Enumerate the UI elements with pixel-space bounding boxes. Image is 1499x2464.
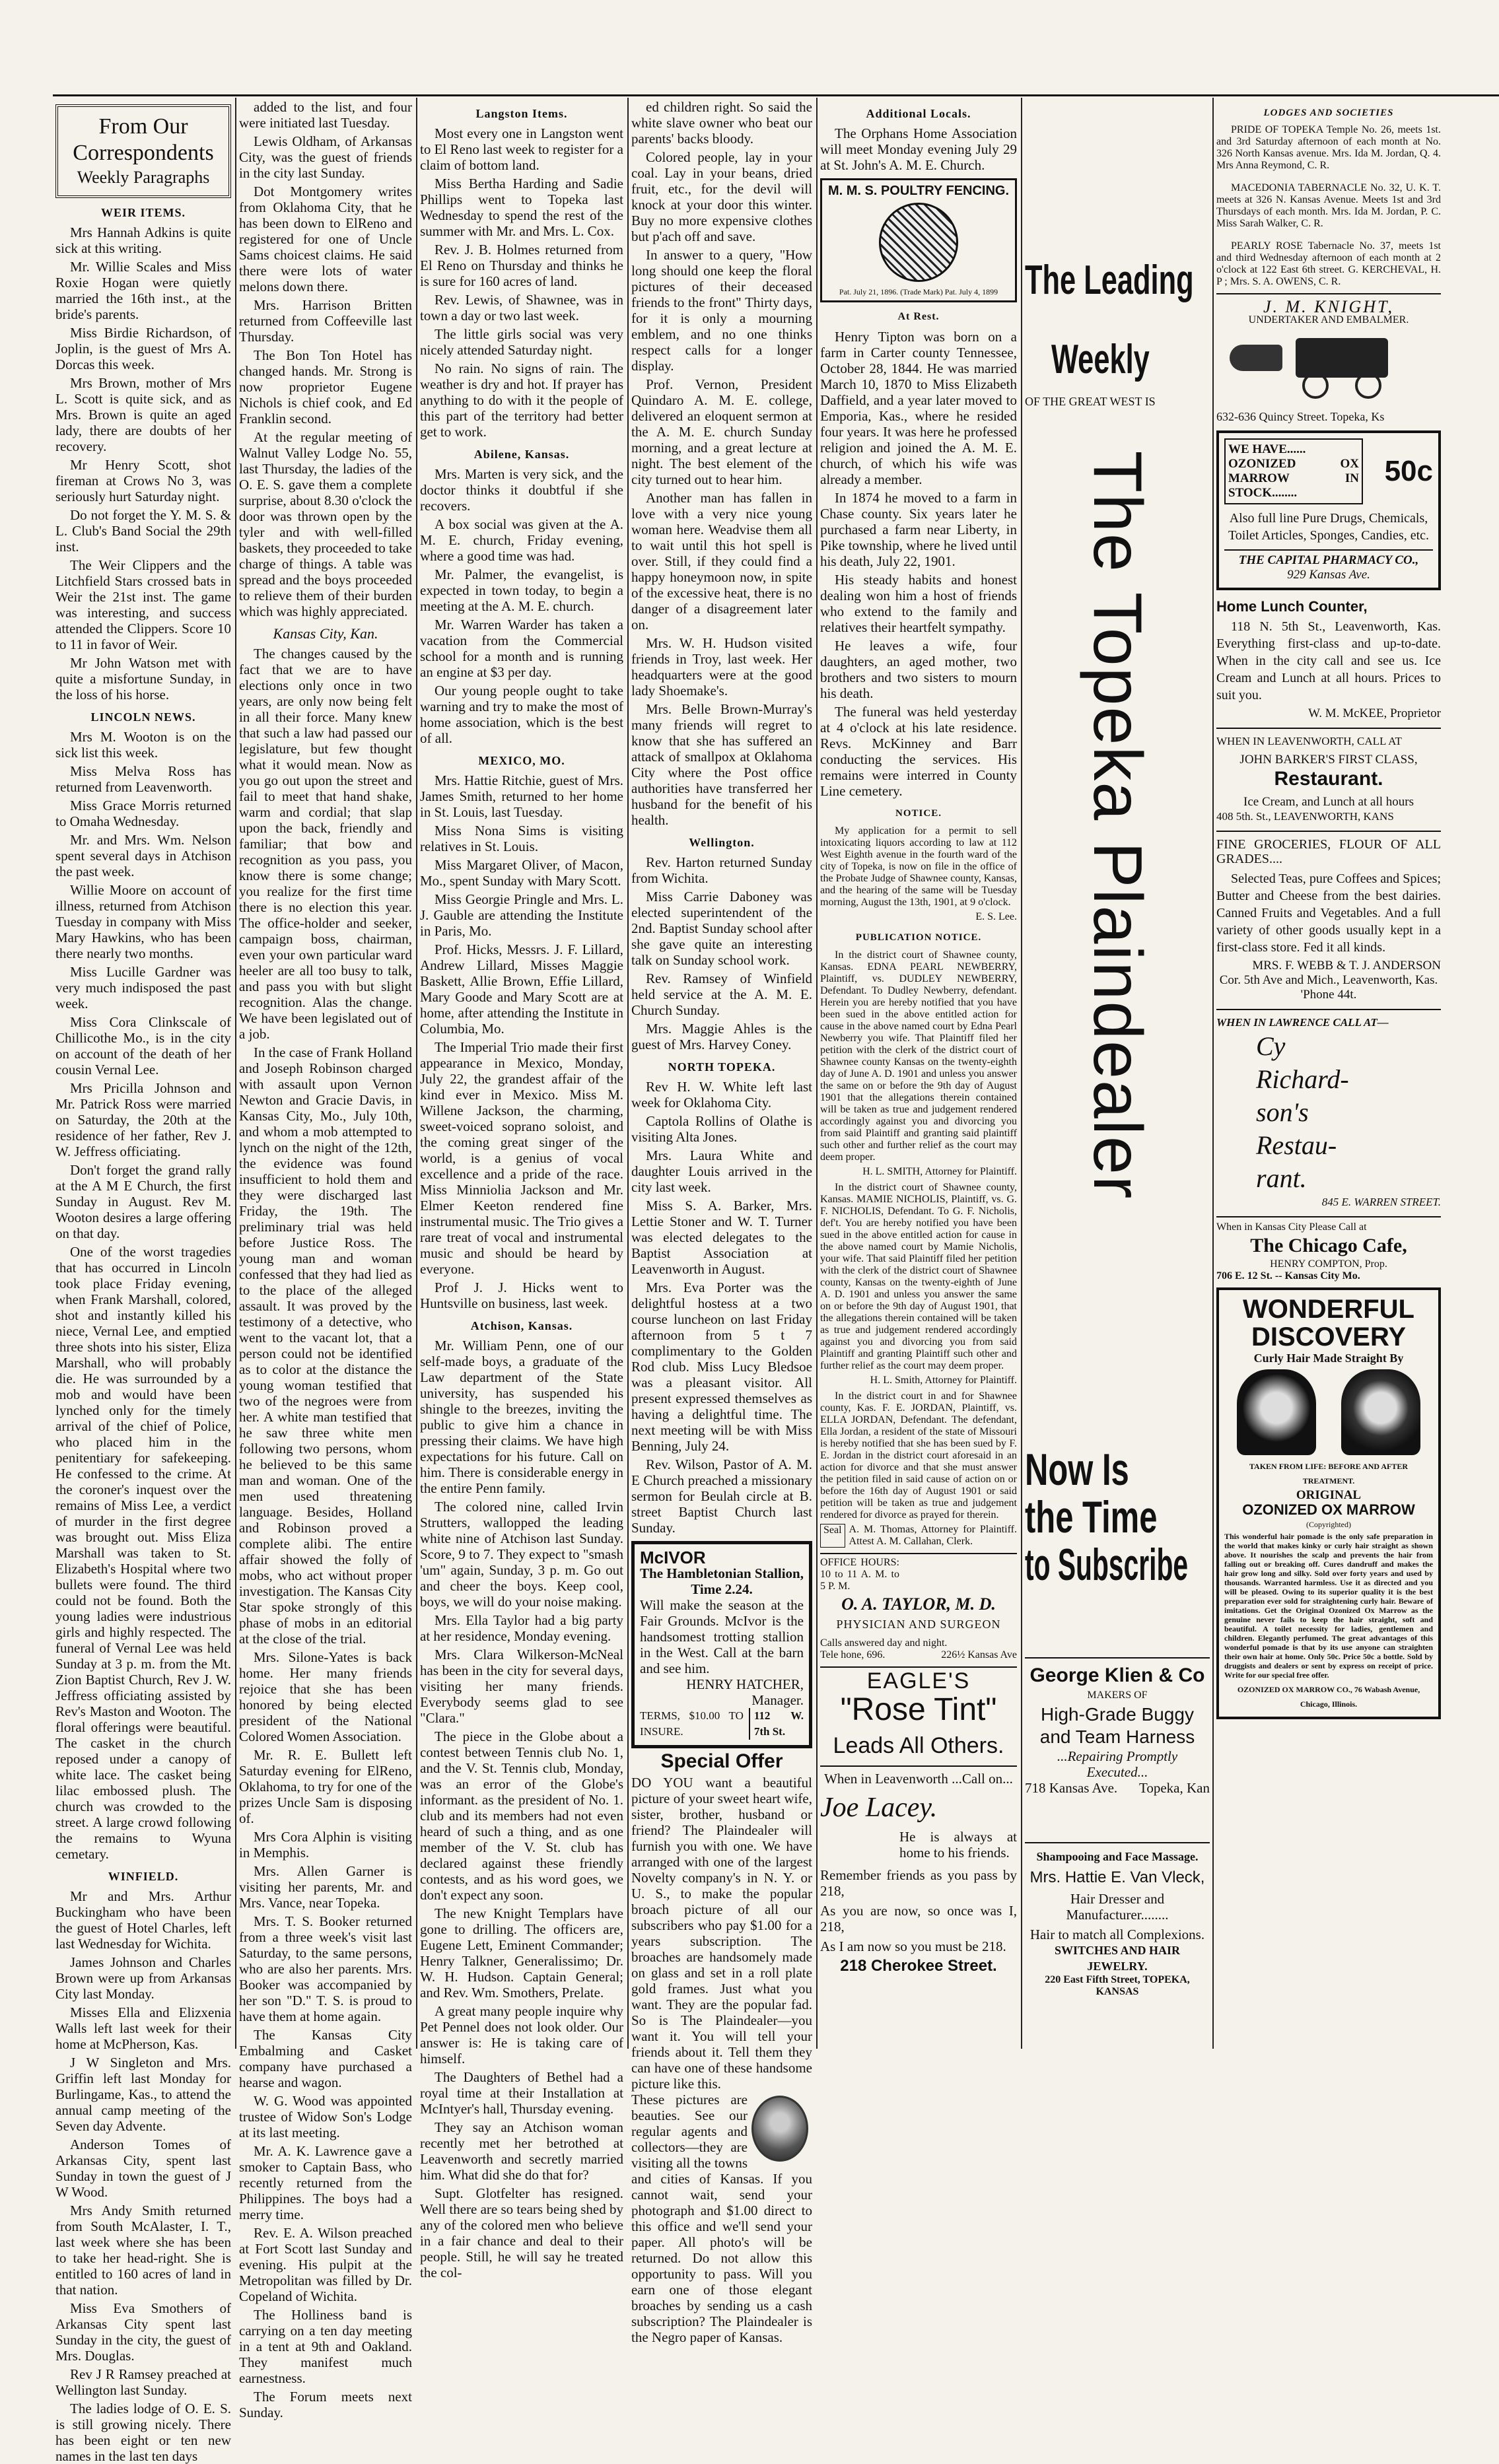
copyright-label: (Copyrighted) — [1306, 1520, 1351, 1529]
abilene-list — [420, 466, 623, 746]
paragraph: Prof. Hicks, Messrs. J. F. Lillard, Andrew Lillard, Misses Maggie Baskett, Allie Brown, Effie Lillard, Mary Goode and Mary Scott are at home, after attending the Institute in Columbia, Mo. — [420, 941, 623, 1037]
paragraph: Mrs. Ella Taylor had a big party at her residence, Monday evening. — [420, 1612, 623, 1644]
paragraph: The Daughters of Bethel had a royal time at their Installation at McIntyer's hall, Thursday evening. — [420, 2069, 623, 2117]
joe-lacey-name: Joe Lacey. — [820, 1793, 938, 1823]
cy-line-2: Richard- — [1256, 1064, 1349, 1094]
paragraph: Don't forget the grand rally at the A M E Church, the first Sunday in August. Rev M. Wooton desires a large offering on that day. — [55, 1162, 231, 1241]
lincoln-heading: LINCOLN NEWS. — [90, 710, 196, 724]
publication-2: In the district court of Shawnee county, Kansas. MAMIE NICHOLIS, Plaintiff, vs. G. F. NICHOLIS, Defendant. To G. F. Nicholis, def't. You are hereby notified you have been sued in the above entitled action for cause in the above named court by Mamie Nicholis, your wife. That said Plaintiff filed her petition with the clerk of the district court of Shawnee county, Kansas on the twenty-eighth of June A. D. 1901 and unless you answer the same on or before the 9th day of August 1901, that the allegations therein contained will be taken as true and judgement rendered accordingly against you and divorcing you from said Plaintiff and granting Plaintiff such other and further relief as the court may deem proper. — [820, 1182, 1017, 1371]
paragraph: Mrs Brown, mother of Mrs L. Scott is quite sick, and as Mrs. Brown is quite an aged lady, there are doubts of her recovery. — [55, 375, 231, 454]
kc-call: When in Kansas City Please Call at — [1216, 1221, 1367, 1233]
cy-address: 845 E. WARREN STREET. — [1321, 1196, 1441, 1208]
paragraph: Rev. Ramsey of Winfield held service at the A. M. E. Church Sunday. — [631, 971, 812, 1018]
publication-3: In the district court in and for Shawnee county, Kas. F. E. JORDAN, Plaintiff, vs. ELLA JORDAN, Defendant. The defendant, Ella Jordan, a resident of the state of Missouri is hereby notified that she has been sued by F. E. Jordan in the district court aforesaid in an action for divorce and that she must answer the petition filed in said cause of action on or before the 16th day of August 1901 or said petition will be taken as true and judgement rendered for divorce as prayed for therein. — [820, 1390, 1017, 1521]
paragraph: Miss Margaret Oliver, of Macon, Mo., spent Sunday with Mary Scott. — [420, 857, 623, 889]
chicago-cafe-address: 706 E. 12 St. -- Kansas City Mo. — [1216, 1270, 1360, 1282]
col2-list — [239, 99, 412, 619]
webb-names: MRS. F. WEBB & T. J. ANDERSON — [1252, 959, 1441, 973]
paragraph: Mrs. Hattie Ritchie, guest of Mrs. James Smith, returned to her home in St. Louis, last Tuesday. — [420, 772, 623, 820]
paragraph: Rev. Wilson, Pastor of A. M. E Church preached a missionary sermon for Beulah circle at B. street Baptist Church last Sunday. — [631, 1456, 812, 1536]
rose-tint-ad — [820, 1666, 1017, 1760]
lunch-counter-heading: Home Lunch Counter, — [1216, 598, 1368, 615]
wellington-heading: Wellington. — [689, 836, 755, 849]
notice-sign: E. S. Lee. — [975, 911, 1017, 922]
special-offer-body: DO YOU want a beautiful picture of your sweet heart wife, sister, brother, husband or friend? The Plaindealer will furnish you with one. We have arranged with one of the largest Novelty company's in N. Y. or U. S., to make the popular broach picture of all our subscribers who pay $1.00 for a years subscription. The broaches are handsomely made on glass and set in a roll plate gold frames. Just what you want. They are the popular fad. So is The Plaindealer—you want it. You will tell your friends about it. Tell them they can have one of these handsome picture like this. — [631, 1775, 812, 2092]
groceries-heading: FINE GROCERIES, FLOUR OF ALL GRADES.... — [1216, 837, 1441, 866]
column-6 — [1025, 99, 1210, 2047]
switches-line: SWITCHES AND HAIR JEWELRY. — [1054, 1944, 1181, 1973]
mcivor-ad — [631, 1541, 812, 1748]
paragraph: Rev. E. A. Wilson preached at Fort Scott last Sunday and evening. His pulpit at the Metropolitan was filled by Dr. Copeland of Wichita. — [239, 2225, 412, 2304]
paragraph: Miss S. A. Barker, Mrs. Lettie Stoner and W. T. Turner was elected delegates to the Baptist Association at Leavenworth in August. — [631, 1198, 812, 1277]
ox-marrow-price: 50c — [1384, 455, 1433, 487]
paragraph: Mrs Cora Alphin is visiting in Memphis. — [239, 1829, 412, 1861]
paragraph: Mr. Palmer, the evangelist, is expected in town today, to begin a meeting at the A. M. E. church. — [420, 566, 623, 614]
paragraph: Rev H. W. White left last week for Oklahoma City. — [631, 1079, 812, 1111]
paragraph: Our young people ought to take warning and try to make the most of home association, which is the best of all. — [420, 683, 623, 746]
paragraph: Mrs. Allen Garner is visiting her parents, Mr. and Mrs. Vance, near Topeka. — [239, 1863, 412, 1911]
vleck-address: 220 East Fifth Street, TOPEKA, KANSAS — [1045, 1974, 1190, 1997]
paragraph: W. G. Wood was appointed trustee of Widow Son's Lodge at its last meeting. — [239, 2093, 412, 2140]
leavenworth-call: When in Leavenworth ...Call on... — [824, 1771, 1013, 1787]
paragraph: ed children right. So said the white slave owner who beat our parents' backs bloody. — [631, 99, 812, 147]
fencing-caption: Pat. July 21, 1896. (Trade Mark) Pat. July 4, 1899 — [839, 287, 998, 296]
portrait-before-icon — [1237, 1369, 1316, 1455]
mcivor-body: Will make the season at the Fair Grounds. McIvor is the handsomest trotting stallion in the West. Call at the barn and see him. — [640, 1597, 804, 1676]
notice-body: My application for a permit to sell intoxicating liquors according to law at 112 West Eighth avenue in the fourth ward of the city of Topeka, is now on file in the office of the Probate Judge of Shawnee county, Kansas, and the hearing of the same will be Tuesday morning, August the 13th, 1901, at 9 o'clock. — [820, 825, 1017, 908]
office-hours: OFFICE HOURS: 10 to 11 A. M. to 5 P. M. — [820, 1557, 899, 1592]
cy-line-1: Cy — [1256, 1031, 1286, 1061]
column-7 — [1216, 99, 1441, 2047]
knight-ad — [1216, 293, 1441, 424]
hearse-carriage-icon — [1216, 331, 1441, 404]
paragraph: His steady habits and honest dealing won him a host of friends who extend to the family and relatives their heartfelt sympathy. — [820, 572, 1017, 635]
langston-list — [420, 125, 623, 440]
leading-title: The Leading — [1025, 257, 1194, 303]
abilene-heading: Abilene, Kansas. — [473, 448, 570, 461]
paragraph: Henry Tipton was born on a farm in Carter county Tennessee, October 28, 1844. He was married March 10, 1870 to Miss Elizabeth Daffield, and a year later moved to Emporia, Kas., where he resided four years. It was here he professed religion and joined the A. M. E. church, of which his wife was already a member. — [820, 329, 1017, 487]
column-4 — [631, 99, 812, 2345]
vleck-name: Mrs. Hattie E. Van Vleck, — [1029, 1868, 1205, 1886]
paragraph: Mrs. Belle Brown-Murray's many friends will regret to know that she has suffered an attack of smallpox at Oklahoma City where the Post office authorities have transferred her husband for the benefit of his health. — [631, 701, 812, 828]
at-rest-heading: At Rest. — [897, 311, 940, 322]
winfield-list — [55, 1888, 231, 2464]
special-offer-body-2: These pictures are beauties. See our regular agents and collectors—they are visiting all the towns and cities of Kansas. If you cannot wait, send your photograph and $1.00 direct to this office and we'll send your paper. All photo's will be returned. Do not allow this opportunity to pass. Will you earn one of those elegant broaches by sending us a cash subscription? The Plaindealer is the Negro paper of Kansas. — [631, 2092, 812, 2345]
atchison-list — [420, 1338, 623, 2280]
paragraph: Miss Georgie Pringle and Mrs. L. J. Gauble are attending the Institute in Paris, Mo. — [420, 891, 623, 939]
pharmacy-name: THE CAPITAL PHARMACY CO., — [1224, 549, 1433, 568]
paragraph: Miss Birdie Richardson, of Joplin, is the guest of Mrs A. Dorcas this week. — [55, 325, 231, 372]
fencing-title: M. M. S. POULTRY FENCING. — [827, 184, 1010, 198]
lawrence-call: WHEN IN LAWRENCE CALL AT— — [1216, 1016, 1389, 1029]
paragraph: Miss Eva Smothers of Arkansas City spent last Sunday in the city, the guest of Mrs. Douglas. — [55, 2300, 231, 2364]
paragraph: Miss Grace Morris returned to Omaha Wednesday. — [55, 798, 231, 829]
paragraph: The Forum meets next Sunday. — [239, 2389, 412, 2420]
paragraph: Prof J. J. Hicks went to Huntsville on business, last week. — [420, 1280, 623, 1311]
paragraph: Mrs. Silone-Yates is back home. Her many friends rejoice that she has been honored by being elected president of the National Colored Women Association. — [239, 1649, 412, 1744]
paragraph: Miss Nona Sims is visiting relatives in St. Louis. — [420, 823, 623, 854]
column-rule-1 — [235, 98, 236, 2049]
lodges-2: MACEDONIA TABERNACLE No. 32, U. K. T. meets at 326 N. Kansas Avenue. Meets 1st and 3rd Thursdays of each month. Mrs. Ida M. Jordan, P. C. Miss Sarah Walker, C. R. — [1216, 182, 1441, 229]
paragraph: Misses Ella and Elizxenia Walls left last week for their home at McPherson, Kas. — [55, 2004, 231, 2052]
mcivor-terms: TERMS, $10.00 TO INSURE. — [640, 1709, 744, 1738]
paragraph: The Bon Ton Hotel has changed hands. Mr. Strong is now proprietor Eugene Nichols is chief cook, and Ed Franklin second. — [239, 347, 412, 427]
cy-line-4: Restau- — [1256, 1130, 1337, 1160]
paragraph: Mrs. Laura White and daughter Louis arrived in the city last week. — [631, 1147, 812, 1195]
mexico-heading: MEXICO, MO. — [478, 754, 565, 767]
kansas-city-list — [239, 646, 412, 2420]
mcivor-subtitle: The Hambletonian Stallion, Time 2.24. — [640, 1565, 804, 1597]
paragraph: Rev. Lewis, of Shawnee, was in town a day or two last week. — [420, 292, 623, 324]
masthead-box — [55, 104, 231, 198]
kansas-city-heading: Kansas City, Kan. — [273, 625, 378, 642]
paragraph: A box social was given at the A. M. E. church, Friday evening, where a good time was had. — [420, 516, 623, 564]
barker-ad — [1216, 728, 1441, 824]
doctor-calls: Calls answered day and night. — [820, 1637, 948, 1649]
paragraph: Mrs. Maggie Ahles is the guest of Mrs. Harvey Coney. — [631, 1021, 812, 1052]
now-is-title: Now Is — [1025, 1445, 1129, 1495]
paragraph: The Weir Clippers and the Litchfield Stars crossed bats in Weir the 21st inst. The game was interesting, and success attended the Clippers. Score 10 to 11 in favor of Weir. — [55, 557, 231, 652]
klien-name: George Klien & Co — [1029, 1664, 1205, 1686]
paragraph: In the case of Frank Holland and Joseph Robinson charged with assault upon Vernon Newton and Gracie Davis, in Kansas City, Mo., July 10th, and whom a mob attempted to lynch on the night of the 12th, the evidence was found insufficient to hold them and they were discharged last Friday, the 19th. The preliminary trial was held before Justice Ross. The young man and woman confessed that they had lied as to the place of the alleged assault. It was proved by the testimony of a detective, who went to the vacant lot, that a person could not be identified as to color at the distance the young woman testified that two of the negroes were from her. A white man testified that he saw three white men following two persons, whom he believed to be this same man and woman. One of the men used threatening language. Besides, Holland and Robinson proved a complete alibi. The entire affair showed the folly of mobs, who act without proper investigation. The Kansas City Star spoke strongly of this phase of mobs in an editorial at the close of the trial. — [239, 1044, 412, 1647]
publication-2-sign: H. L. Smith, Attorney for Plaintiff. — [870, 1375, 1017, 1386]
at-rest-list — [820, 329, 1017, 799]
weir-list — [55, 224, 231, 702]
paragraph: He leaves a wife, four daughters, an aged mother, two brothers and two sisters to mourn his death. — [820, 638, 1017, 701]
klien-repairing: ...Repairing Promptly Executed... — [1057, 1748, 1178, 1780]
north-topeka-heading: NORTH TOPEKA. — [668, 1060, 776, 1074]
ox-marrow-label-box — [1224, 438, 1363, 504]
chicago-cafe-name: The Chicago Cafe, — [1250, 1235, 1407, 1256]
paragraph: Another man has fallen in love with a very nice young woman here. Weadvise them all to wait until this hot spell is over. Still, if they could find a happy honeymoon now, in spite of the excessive heat, there is no danger of a disagreement later on. — [631, 490, 812, 633]
paragraph: Captola Rollins of Olathe is visiting Alta Jones. — [631, 1113, 812, 1145]
winfield-heading: WINFIELD. — [108, 1870, 179, 1883]
wellington-list — [631, 854, 812, 1052]
paragraph: Mr. R. E. Bullett left Saturday evening for ElReno, Oklahoma, to try for one of the prizes Uncle Sam is disposing of. — [239, 1747, 412, 1826]
mexico-list — [420, 772, 623, 1311]
paragraph: Mrs. Clara Wilkerson-McNeal has been in the city for several days, visiting her many friends. Everybody seems glad to see "Clara." — [420, 1647, 623, 1726]
paragraph: Mrs. Marten is very sick, and the doctor thinks it doubtful if she recovers. — [420, 466, 623, 514]
cy-line-5: rant. — [1256, 1163, 1307, 1193]
paragraph: No rain. No signs of rain. The weather is dry and hot. If prayer has anything to do with it the people of this part of the territory had better get to work. — [420, 360, 623, 440]
paragraph: Lewis Oldham, of Arkansas City, was the guest of friends in the city last Sunday. — [239, 133, 412, 181]
paragraph: Mr. Willie Scales and Miss Roxie Hogan were quietly married the 16th inst., at the bride's parents. — [55, 259, 231, 322]
publication-3-sign-row — [820, 1524, 1017, 1548]
orphans-notice: The Orphans Home Association will meet Monday evening July 29 at St. John's A. M. E. Church. — [820, 125, 1017, 173]
vertical-plaindealer: The Topeka Plaindealer — [1079, 450, 1156, 1200]
doctor-title: PHYSICIAN AND SURGEON — [836, 1618, 1001, 1631]
when-leavenworth: WHEN IN LEAVENWORTH, CALL AT — [1216, 735, 1402, 747]
masthead-title: From Our Correspondents — [73, 114, 214, 165]
paragraph: The colored nine, called Irvin Strutters, wallopped the leading white nine of Atchison last Sunday. Score, 9 to 7. They expect to "smash 'um" again, Sunday, 3 p. m. Go out and cheer the boys. Keep cool, boys, we will do your noise making. — [420, 1499, 623, 1610]
notice-heading: NOTICE. — [895, 808, 942, 819]
as-you-line: As you are now, so once was I, 218, — [820, 1903, 1017, 1934]
paragraph: The Imperial Trio made their first appearance in Mexico, Monday, July 22, the grandest affair of the kind ever in Mexico. Miss M. Willene Jackson, the charming, sweet-voiced soprano soloist, and the coming great singer of the world, is a genius of vocal excellence and a pride of the race. Miss Minniolia Jackson and Mr. Elmer Keeton rendered fine instrumental music. The Trio gives a rare treat of vocal and instrumental music and should be heard by everyone. — [420, 1039, 623, 1277]
knight-address: 632-636 Quincy Street. Topeka, Ks — [1216, 410, 1385, 423]
mcivor-footer — [640, 1708, 804, 1740]
lincoln-list — [55, 729, 231, 1862]
paragraph: Mrs. Eva Porter was the delightful hostess at a two course luncheon on last Friday afternoon from 5 t 7 complimentary to the Golden Rod club. Miss Lucy Bledsoe was a pleasant visitor. All present expressed themselves as having a delightful time. The next meeting will be with Miss Benning, July 24. — [631, 1280, 812, 1454]
leads-label: Leads All Others. — [833, 1733, 1004, 1758]
paragraph: Do not forget the Y. M. S. & L. Club's Band Social the 29th inst. — [55, 507, 231, 555]
chicago-cafe-prop: HENRY COMPTON, Prop. — [1270, 1258, 1387, 1270]
ozonized-company: OZONIZED OX MARROW CO., 76 Wabash Avenue, Chicago, Illinois. — [1237, 1685, 1420, 1709]
paragraph: Anderson Tomes of Arkansas City, spent last Sunday in town the guest of J W Wood. — [55, 2137, 231, 2200]
special-offer-title: Special Offer — [660, 1750, 783, 1772]
great-west-line: OF THE GREAT WEST IS — [1025, 395, 1156, 408]
publication-1-sign: H. L. SMITH, Attorney for Plaintiff. — [862, 1166, 1017, 1177]
paragraph: Mrs. Harrison Britten returned from Coffeeville last Thursday. — [239, 297, 412, 345]
paragraph: At the regular meeting of Walnut Valley Lodge No. 55, last Thursday, the ladies of the O. E. S. gave them a complete surprise, about 8.30 o'clock the door was thrown open by the tyler and with well-filled baskets, they proceeded to take charge of things. A table was spread and the boys proceeded to relieve them of their burden which was highly appreciated. — [239, 429, 412, 619]
pharmacy-also: Also full line Pure Drugs, Chemicals, Toilet Articles, Sponges, Candies, etc. — [1228, 511, 1430, 543]
paragraph: The new Knight Templars have gone to drilling. The officers are, Eugene Lett, Eminent Commander; Henry Talkner, Generalissimo; Dr. W. H. Hudson. Captain General; and Rev. Wm. Smothers, Prelate. — [420, 1905, 623, 2001]
paragraph: Mrs M. Wooton is on the sick list this week. — [55, 729, 231, 761]
brooch-portrait-icon — [751, 2096, 808, 2162]
shampoo-line: Shampooing and Face Massage. — [1036, 1850, 1199, 1863]
paragraph: The Kansas City Embalming and Casket company have purchased a hearse and wagon. — [239, 2027, 412, 2090]
klien-address: 718 Kansas Ave. — [1025, 1780, 1118, 1796]
pharmacy-address: 929 Kansas Ave. — [1287, 568, 1370, 582]
barker-address: 408 5th. St., LEAVENWORTH, KANS — [1216, 810, 1394, 823]
weir-heading: WEIR ITEMS. — [100, 206, 186, 219]
mcivor-title: McIVOR — [640, 1548, 706, 1567]
publication-heading: PUBLICATION NOTICE. — [855, 932, 982, 943]
richardson-ad — [1216, 1009, 1441, 1210]
paragraph: Rev J R Ramsey preached at Wellington last Sunday. — [55, 2366, 231, 2398]
original-label: ORIGINAL — [1296, 1488, 1362, 1502]
paragraph: The little girls social was very nicely attended Saturday night. — [420, 326, 623, 358]
klien-harness: and Team Harness — [1039, 1727, 1195, 1747]
ozonized-body: This wonderful hair pomade is the only safe preparation in the world that makes kinky or curly hair straight as shown above. It nourishes the scalp and prevents the hair from falling out or breaking off. Cures dandruff and makes the hair grow long and silky. Sold over forty years and used by thousands. Warranted harmless. Use it as directed and you will be pleased. Owing to its superior quality it is the best preparation ever sold for straightening curly hair. Beware of imitations. Get the Original Ozonized Ox Marrow as the genuine never fails to keep the hair straight, soft and beautiful. A toilet necessity for ladies, gentlemen and children. Elegantly perfumed. The great advantages of this wonderful pomade is that by its use anyone can straighten their own hair at home. Only 50c. Price 50c a bottle. Sold by druggists and dealers or sent by express on receipt of price. Write for our special free offer. — [1224, 1532, 1433, 1680]
the-time-title: the Time — [1025, 1492, 1158, 1542]
ozonized-label: OZONIZED OX MARROW IN STOCK........ — [1228, 457, 1359, 500]
col4-list — [631, 99, 812, 828]
additional-locals-heading: Additional Locals. — [866, 107, 971, 120]
lodges-3: PEARLY ROSE Tabernacle No. 37, meets 1st and third Wednesday afternoon of each month at 2 o'clock at 122 East 6th street. G. KERCHEVAL, H. P ; Mrs. S. A. OWENS, C. R. — [1216, 240, 1441, 287]
paragraph: In 1874 he moved to a farm in Chase county. Six years later he purchased a farm near Liberty, in Pike township, where he lived until his death, July 22, 1901. — [820, 490, 1017, 569]
cy-line-3: son's — [1256, 1097, 1309, 1127]
klien-address-row — [1025, 1780, 1210, 1796]
doctor-card — [820, 1553, 1017, 1661]
groceries-ad — [1216, 831, 1441, 1002]
klien-makers: MAKERS OF — [1087, 1690, 1148, 1701]
joe-lacey-home: He is always at home to his friends. — [899, 1829, 1017, 1861]
paragraph: Supt. Glotfelter has resigned. Well there are so tears being shed by any of the colored men who believe in a fair chance and deal to their people. Still, he will say he treated the col- — [420, 2185, 623, 2280]
paragraph: A great many people inquire why Pet Pennel does not look older. Our answer is: He is taking care of himself. — [420, 2003, 623, 2067]
knight-undertaker: UNDERTAKER AND EMBALMER. — [1248, 314, 1409, 325]
doctor-phone: Tele hone, 696. — [820, 1649, 886, 1660]
lodges-heading: LODGES AND SOCIETIES — [1263, 108, 1394, 118]
column-rule-5 — [1021, 98, 1022, 2049]
ozonized-title: OZONIZED OX MARROW — [1242, 1501, 1415, 1518]
paragraph: Miss Carrie Daboney was elected superintendent of the 2nd. Baptist Sunday school after she gave quite an interesting talk on Sunday school work. — [631, 889, 812, 968]
column-rule-4 — [816, 98, 818, 2049]
paragraph: They say an Atchison woman recently met her betrothed at Leavenworth and secretly married him. What did she do that for? — [420, 2119, 623, 2183]
paragraph: Prof. Vernon, President Quindaro A. M. E. college, delivered an eloquent sermon at the A. M. E. church Sunday morning, and a great lecture at night. The best element of the city turned out to hear him. — [631, 376, 812, 487]
poultry-fencing-ad — [820, 178, 1017, 302]
paragraph: added to the list, and four were initiated last Tuesday. — [239, 99, 412, 131]
barker-name: JOHN BARKER'S FIRST CLASS, — [1239, 753, 1418, 767]
column-1 — [55, 99, 231, 2464]
taken-from-life: TAKEN FROM LIFE: BEFORE AND AFTER TREATMENT. — [1249, 1462, 1409, 1486]
publication-3-sign: A. M. Thomas, Attorney for Plaintiff. Attest A. M. Callahan, Clerk. — [849, 1524, 1017, 1547]
curly-hair-line: Curly Hair Made Straight By — [1253, 1352, 1404, 1365]
klien-ad — [1025, 1657, 1210, 1796]
rose-tint-label: "Rose Tint" — [840, 1692, 997, 1727]
paragraph: The ladies lodge of O. E. S. is still growing nicely. There has been eight or ten new names in the last ten days — [55, 2401, 231, 2464]
doctor-name: O. A. TAYLOR, M. D. — [841, 1594, 996, 1614]
doctor-contact — [820, 1649, 1017, 1661]
lunch-counter-body: 118 N. 5th St., Leavenworth, Kas. Everything first-class and up-to-date. When in the city call and see us. Ice Cream and Lunch at all hours. Prices to suit you. — [1216, 619, 1441, 702]
paragraph: Mr and Mrs. Arthur Buckingham who have been the guest of Hotel Charles, left last Wednesday for Wichita. — [55, 1888, 231, 1952]
column-rule-2 — [416, 98, 417, 2049]
paragraph: Mrs. T. S. Booker returned from a three week's visit last Saturday, to the same persons, who are also her parents. Mrs. Booker was accompanied by her son "D." T. S. is proud to have them at home again. — [239, 1913, 412, 2024]
langston-heading: Langston Items. — [475, 107, 568, 120]
klien-city: Topeka, Kan — [1139, 1780, 1210, 1796]
manufacturer-line: Manufacturer........ — [1066, 1907, 1169, 1923]
barker-body: Ice Cream, and Lunch at all hours — [1243, 795, 1414, 809]
ox-marrow-box — [1216, 430, 1441, 590]
paragraph: Mr John Watson met with quite a misfortune Sunday, in the loss of his horse. — [55, 655, 231, 702]
as-i-line: As I am now so you must be 218. — [820, 1938, 1006, 1954]
seal-box: Seal — [820, 1524, 845, 1548]
paragraph: Miss Melva Ross has returned from Leavenworth. — [55, 763, 231, 795]
we-have-label: WE HAVE...... — [1228, 442, 1306, 456]
paragraph: In answer to a query, "How long should one keep the floral pictures of their deceased friends to the front" Thirty days, for it is only a mourning emblem, and no one thinks respect calls for a longer display. — [631, 247, 812, 374]
paragraph: Miss Bertha Harding and Sadie Phillips went to Topeka last Wednesday to spend the rest of the summer with Mr. and Mrs. L. Cox. — [420, 176, 623, 239]
cherokee-street: 218 Cherokee Street. — [840, 1957, 997, 1975]
discovery-title: DISCOVERY — [1251, 1322, 1407, 1352]
column-rule-3 — [627, 98, 629, 2049]
fencing-emblem-icon — [879, 203, 958, 282]
paragraph: Willie Moore on account of illness, returned from Atchison Tuesday in company with Miss Mary Hawkins, who has been there nearly two months. — [55, 882, 231, 961]
column-2 — [239, 99, 412, 2420]
portrait-after-icon — [1341, 1369, 1420, 1455]
paragraph: The piece in the Globe about a contest between Tennis club No. 1, and the V. St. Tennis club, Monday, was an error of the Globe's informant. as the president of No. 1. club and its members had not even heard of such a thing, and as one member of the V. St. club has declared against these friendly contests, and as his word goes, we don't expect any soon. — [420, 1728, 623, 1903]
paragraph: Colored people, lay in your coal. Lay in your beans, dried fruit, etc., for the devil will knock at your door this winter. Buy no more expensive clothes but p'ach off and save. — [631, 149, 812, 244]
remember-line: Remember friends as you pass by 218, — [820, 1867, 1017, 1899]
paragraph: Dot Montgomery writes from Oklahoma City, that he has been down to ElReno and registered for one of Uncle Sams choicest claims. He said there were lots of water melons down there. — [239, 184, 412, 294]
wonderful-title: WONDERFUL — [1243, 1295, 1414, 1324]
hair-match-line: Hair to match all Complexions. — [1029, 1927, 1205, 1942]
paragraph: Most every one in Langston went to El Reno last week to register for a claim of bottom land. — [420, 125, 623, 173]
webb-address: Cor. 5th Ave and Mich., Leavenworth, Kas. 'Phone 44t. — [1219, 973, 1438, 1002]
subscribe-title: to Subscribe — [1025, 1540, 1189, 1590]
knight-name: J. M. KNIGHT, — [1263, 297, 1395, 316]
lodges-1: PRIDE OF TOPEKA Temple No. 26, meets 1st. and 3rd Saturday afternoon of each month at No. 326 North Kansas avenue. Mrs. Ida M. Jordan, Q. 4. Mrs Anna Reymond, C. R. — [1216, 124, 1441, 171]
chicago-cafe-ad — [1216, 1216, 1441, 1282]
paragraph: Mrs Pricilla Johnson and Mr. Patrick Ross were married on Saturday, the 20th at the residence of her father, Rev J. W. Jeffress officiating. — [55, 1080, 231, 1159]
mcivor-address: 112 W. 7th St. — [749, 1708, 804, 1740]
paragraph: One of the worst tragedies that has occurred in Lincoln took place Friday evening, when Frank Marshall, colored, shot and instantly killed his niece, Vernal Lee, and emptied three shots into his sister, Eliza Marshall, who will probably die. He was surrounded by a mob and would have been lynched only for the timely arrival of the chief of Police, who placed him in the penitentiary for safekeeping. He confessed to the crime. At the coroner's inquest over the remains of Miss Lee, a verdict of murder in the first degree was brought out. Miss Eliza Marshall was taken to St. Elizabeth's Hospital where two bullets were found. The third could not be found. Both the young ladies were industrious girls and highly respected. The funeral of Vernal Lee was held Sunday at 3 p. m. from the Mt. Zion Baptist Church, Rev J. W. Jeffress officiating assisted by Rev's Maston and Wooton. The floral offerings were beautiful. The casket in the church reposed under a canopy of white lace. The casket being lilac embossed plush. The church was crowded to the street. A large crowd following the remains to Wyuna cemetary. — [55, 1244, 231, 1862]
barker-restaurant: Restaurant. — [1274, 768, 1383, 790]
paragraph: The funeral was held yesterday at 4 o'clock at his late residence. Revs. McKinney and Barr conducting the services. His remains were interred in County Line cemetery. — [820, 704, 1017, 799]
masthead-subtitle: Weekly Paragraphs — [77, 168, 210, 187]
hair-dresser-line: Hair Dresser and — [1070, 1891, 1165, 1907]
lunch-counter-sign: W. M. McKEE, Proprietor — [1308, 706, 1441, 720]
paragraph: Rev. Harton returned Sunday from Wichita. — [631, 854, 812, 886]
van-vleck-ad — [1025, 1842, 1210, 1998]
paragraph: Mr. A. K. Lawrence gave a smoker to Captain Bass, who recently returned from the Philippines. The boys had a merry time. — [239, 2143, 412, 2222]
paragraph: The changes caused by the fact that we are to have elections only once in two years, are only now being felt in all their force. Many knew that such a law had passed our legislature, but few thought what it would mean. Now as you go out upon the street and fail to meet that hand shake, warm and cordial; that slap upon the back, friendly and familiar; that bow and recognition as you pass, you know there is some change; you realize for the first time there is no election this year. The office-holder and seeker, campaign boss, chairman, even your own particular ward heeler are all too busy to talk, and pass you with but slight recognition. Alas the change. We have been legislated out of a job. — [239, 646, 412, 1042]
paragraph: Mr. Warren Warder has taken a vacation from the Commercial school for a month and is running an engine at $3 per day. — [420, 617, 623, 680]
groceries-body: Selected Teas, pure Coffees and Spices; Butter and Cheese from the best dairies. Canned Fruits and Vegetables. And a full variety of other goods usually kept in a first-class store. Fed it all kinds. — [1216, 872, 1441, 955]
eagle-label: EAGLE'S — [866, 1668, 971, 1694]
publication-1: In the district court of Shawnee county, Kansas. EDNA PEARL NEWBERRY, Plaintiff, vs. DUDLEY NEWBERRY, Defendant. To Dudley Newberry, defendant. Herein you are hereby notified that you have been sued in the above entitled action for cause in the above named court by Edna Pearl Newberry you wife. That Plaintiff filed her petition with the clerk of the district court of Shawnee county Kansas on the twenty-eighth day of June A. D. 1901 and unless you answer the same on or before the 9th day of August 1901 that the allegations therein contained will be taken as true and judgement rendered accordingly against you and divorcing you from said Plaintiff and granting said plaintiff such other and further relief as the court may deem proper. — [820, 949, 1017, 1163]
paragraph: Miss Lucille Gardner was very much indisposed the past week. — [55, 964, 231, 1011]
klien-buggy: High-Grade Buggy — [1041, 1704, 1194, 1725]
column-3 — [420, 99, 623, 2280]
paragraph: Mrs. W. H. Hudson visited friends in Troy, last week. Her headquarters were at the good lady Shoemake's. — [631, 635, 812, 699]
paragraph: The Holliness band is carrying on a ten day meeting in a tent at 9th and Oakland. They manifest much earnestness. — [239, 2307, 412, 2386]
paragraph: Mr. William Penn, one of our self-made boys, a graduate of the Law department of the State university, has suspended his shingle to the breezes, inviting the public to give him a chance in pressing their claims. We have high expectations for his future. Call on him. There is considerable energy in the entire Penn family. — [420, 1338, 623, 1496]
wonderful-discovery-ad — [1216, 1287, 1441, 1719]
mcivor-manager: HENRY HATCHER, Manager. — [686, 1676, 804, 1708]
column-5 — [820, 99, 1017, 2047]
column-rule-6 — [1212, 98, 1214, 2049]
top-rule — [53, 94, 1499, 96]
atchison-heading: Atchison, Kansas. — [470, 1319, 573, 1332]
paragraph: Mr Henry Scott, shot fireman at Crows No 3, was seriously hurt Saturday night. — [55, 457, 231, 504]
paragraph: Mr. and Mrs. Wm. Nelson spent several days in Atchison the past week. — [55, 832, 231, 879]
paragraph: J W Singleton and Mrs. Griffin left last Monday for Burlingame, Kas., to attend the annual camp meeting of the Seven day Advente. — [55, 2055, 231, 2134]
paragraph: Mrs Hannah Adkins is quite sick at this writing. — [55, 224, 231, 256]
joe-lacey-ad — [820, 1765, 1017, 1974]
north-topeka-list — [631, 1079, 812, 1536]
doctor-address: 226½ Kansas Ave — [941, 1649, 1017, 1660]
weekly-title: Weekly — [1051, 337, 1150, 382]
before-after-portraits — [1224, 1369, 1433, 1455]
paragraph: Rev. J. B. Holmes returned from El Reno on Thursday and thinks he is sure for 160 acres of land. — [420, 242, 623, 289]
ox-marrow-row — [1224, 438, 1433, 504]
paragraph: Miss Cora Clinkscale of Chillicothe Mo., is in the city on account of the death of her cousin Vernal Lee. — [55, 1014, 231, 1078]
paragraph: Mrs Andy Smith returned from South McAlaster, I. T., last week where she has been to take her head-right. She is entitled to 160 acres of land in that nation. — [55, 2203, 231, 2298]
paragraph: James Johnson and Charles Brown were up from Arkansas City last Monday. — [55, 1954, 231, 2002]
